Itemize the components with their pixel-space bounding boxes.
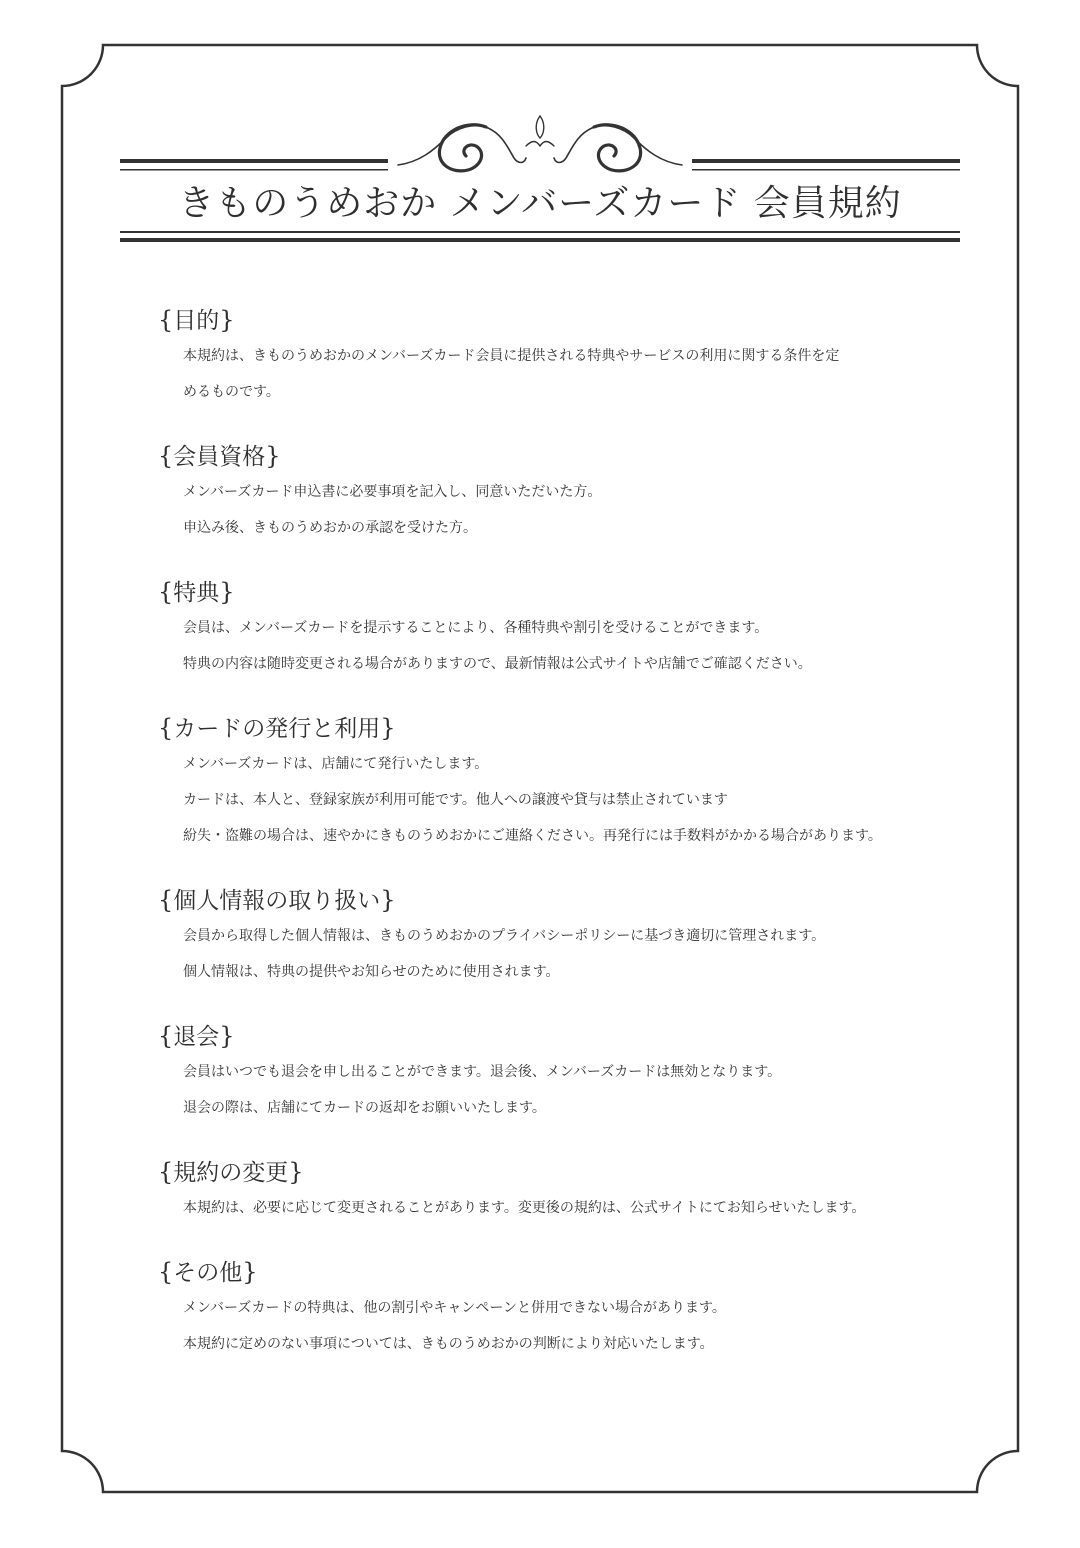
section-heading: {目的} (158, 306, 235, 334)
section-line: 紛失・盗難の場合は、速やかにきものうめおかにご連絡ください。再発行には手数料がかかる場合があります。 (183, 828, 882, 844)
terms-content (158, 302, 948, 1362)
section-line: 特典の内容は随時変更される場合がありますので、最新情報は公式サイトや店舗でご確認ください。 (183, 656, 812, 672)
section-line: めるものです。 (183, 384, 280, 400)
section-line: 個人情報は、特典の提供やお知らせのために使用されます。 (183, 964, 560, 980)
section-heading: {個人情報の取り扱い} (158, 886, 396, 914)
section-withdrawal (158, 1018, 948, 1126)
section-line: 会員は、メンバーズカードを提示することにより、各種特典や割引を受けることができます。 (183, 620, 769, 636)
section-line: 本規約に定めのない事項については、きものうめおかの判断により対応いたします。 (183, 1336, 714, 1352)
section-terms-changes (158, 1154, 948, 1226)
section-personal-information (158, 882, 948, 990)
section-line: 退会の際は、店舗にてカードの返却をお願いいたします。 (183, 1100, 546, 1116)
section-line: 申込み後、きものうめおかの承認を受けた方。 (183, 520, 477, 536)
section-heading: {会員資格} (158, 442, 281, 470)
section-heading: {特典} (158, 578, 235, 606)
section-heading: {その他} (158, 1258, 258, 1286)
section-card-issuance (158, 710, 948, 854)
section-other (158, 1254, 948, 1362)
page-title: きものうめおか メンバーズカード 会員規約 (178, 183, 902, 224)
section-line: カードは、本人と、登録家族が利用可能です。他人への譲渡や貸与は禁止されています (183, 792, 728, 808)
section-purpose (158, 302, 948, 410)
section-heading: {規約の変更} (158, 1158, 304, 1186)
section-line: 本規約は、きものうめおかのメンバーズカード会員に提供される特典やサービスの利用に関する条件を定 (183, 348, 840, 364)
section-heading: {退会} (158, 1022, 235, 1050)
section-benefits (158, 574, 948, 682)
section-line: 会員はいつでも退会を申し出ることができます。退会後、メンバーズカードは無効となります。 (183, 1064, 782, 1080)
section-line: 会員から取得した個人情報は、きものうめおかのプライバシーポリシーに基づき適切に管理されます。 (183, 928, 826, 944)
section-line: メンバーズカード申込書に必要事項を記入し、同意いただいた方。 (183, 484, 602, 500)
section-membership-eligibility (158, 438, 948, 546)
section-line: 本規約は、必要に応じて変更されることがあります。変更後の規約は、公式サイトにてお知らせいたします。 (183, 1200, 866, 1216)
section-line: メンバーズカードは、店舗にて発行いたします。 (183, 756, 489, 772)
section-heading: {カードの発行と利用} (158, 714, 396, 742)
section-line: メンバーズカードの特典は、他の割引やキャンペーンと併用できない場合があります。 (183, 1300, 726, 1316)
